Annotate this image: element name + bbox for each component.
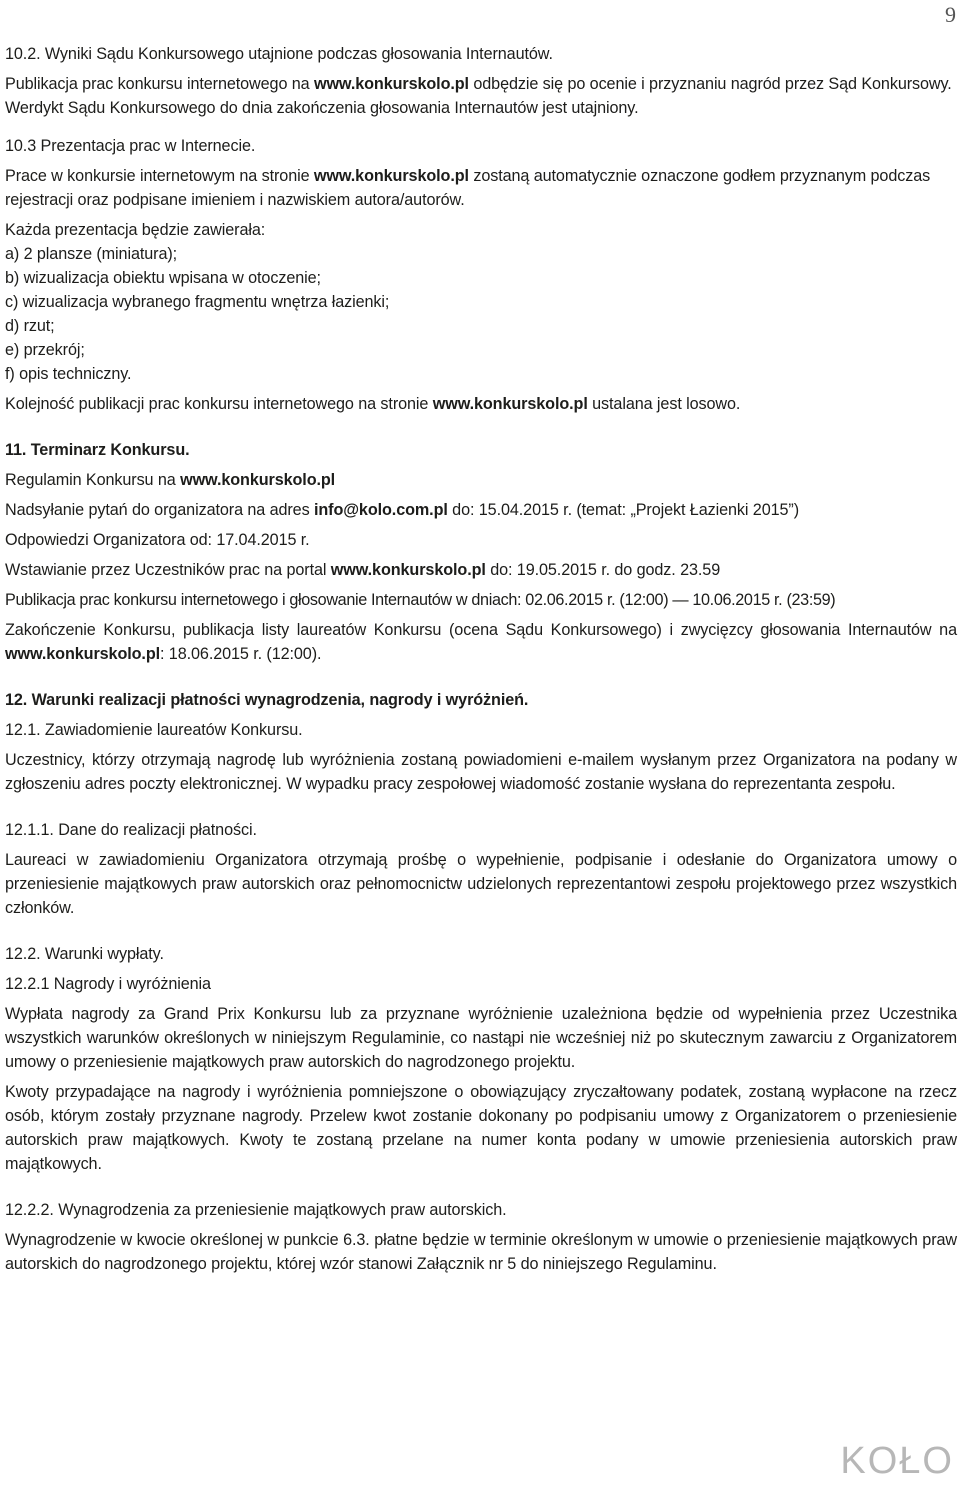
section-10-3-paragraph: Prace w konkursie internetowym na stronie www.konkurskolo.pl zostaną automatycznie oznaczone godłem przyznanym podczas rejestracji oraz podpisane imieniem i nazwiskiem autora/autorów. xyxy=(5,167,931,209)
section-12-1-1-heading: 12.1.1. Dane do realizacji płatności. xyxy=(5,821,257,839)
section-10-3-heading: 10.3 Prezentacja prac w Internecie. xyxy=(5,137,256,155)
section-10-2-paragraph: Publikacja prac konkursu internetowego na www.konkurskolo.pl odbędzie się po ocenie i przyznaniu nagród przez Sąd Konkursowy. Werdykt Sądu Konkursowego do dnia zakończenia głosowania Internautów jest utajniony. xyxy=(5,75,952,117)
section-12-2-1-paragraph-1: Wypłata nagrody za Grand Prix Konkursu lub za przyznane wyróżnienie uzależniona będzie od wypełnienia przez Uczestnika wszystkich warunków określonych w niniejszym Regulaminie, co nastąpi nie wcześniej niż po skutecznym zawarciu z Organizatorem umowy o przeniesienie majątkowych praw autorskich do nagrodzonego projektu. xyxy=(5,1005,957,1071)
presentation-contents-list xyxy=(5,218,957,386)
publication-order-paragraph: Kolejność publikacji prac konkursu internetowego na stronie www.konkurskolo.pl ustalana jest losowo. xyxy=(5,395,741,413)
document-body xyxy=(5,42,957,1282)
schedule-upload: Wstawianie przez Uczestników prac na portal www.konkurskolo.pl do: 19.05.2015 r. do godz. 23.59 xyxy=(5,561,721,579)
section-12-1-heading: 12.1. Zawiadomienie laureatów Konkursu. xyxy=(5,721,303,739)
website-link[interactable]: www.konkurskolo.pl xyxy=(5,645,161,663)
schedule-rules: Regulamin Konkursu na www.konkurskolo.pl xyxy=(5,471,336,489)
list-item: e) przekrój; xyxy=(5,341,85,359)
website-link[interactable]: www.konkurskolo.pl xyxy=(180,471,336,489)
website-link[interactable]: www.konkurskolo.pl xyxy=(313,167,469,185)
schedule-voting: Publikacja prac konkursu internetowego i głosowanie Internautów w dniach: 02.06.2015 r. (12:00) — 10.06.2015 r. (23:59) xyxy=(5,591,836,609)
list-intro: Każda prezentacja będzie zawierała: xyxy=(5,221,266,239)
section-10-2-heading: 10.2. Wyniki Sądu Konkursowego utajnione podczas głosowania Internautów. xyxy=(5,45,553,63)
list-item: a) 2 plansze (miniatura); xyxy=(5,245,178,263)
website-link[interactable]: www.konkurskolo.pl xyxy=(432,395,588,413)
list-item: d) rzut; xyxy=(5,317,55,335)
section-12-2-2-heading: 12.2.2. Wynagrodzenia za przeniesienie majątkowych praw autorskich. xyxy=(5,1201,507,1219)
section-12-1-1-paragraph: Laureaci w zawiadomieniu Organizatora otrzymają prośbę o wypełnienie, podpisanie i odesłanie do Organizatora umowy o przeniesienie majątkowych praw autorskich oraz pełnomocnictw udzielonych reprezentantowi zespołu projektowego przez wszystkich członków. xyxy=(5,851,957,917)
list-item: b) wizualizacja obiektu wpisana w otoczenie; xyxy=(5,269,321,287)
kolo-logo: KOŁO xyxy=(840,1440,954,1482)
schedule-end: Zakończenie Konkursu, publikacja listy laureatów Konkursu (ocena Sądu Konkursowego) i zwycięzcy głosowania Internautów na www.konkurskolo.pl: 18.06.2015 r. (12:00). xyxy=(5,621,957,663)
section-12-1-paragraph: Uczestnicy, którzy otrzymają nagrodę lub wyróżnienia zostaną powiadomieni e-mailem wysłanym przez Organizatora na podany w zgłoszeniu adres poczty elektronicznej. W wypadku pracy zespołowej wiadomość zostanie wysłana do reprezentanta zespołu. xyxy=(5,751,957,793)
list-item: f) opis techniczny. xyxy=(5,365,132,383)
website-link[interactable]: www.konkurskolo.pl xyxy=(330,561,486,579)
section-12-2-heading: 12.2. Warunki wypłaty. xyxy=(5,945,164,963)
list-item: c) wizualizacja wybranego fragmentu wnętrza łazienki; xyxy=(5,293,390,311)
website-link[interactable]: www.konkurskolo.pl xyxy=(313,75,469,93)
email-link[interactable]: info@kolo.com.pl xyxy=(313,501,448,519)
schedule-questions: Nadsyłanie pytań do organizatora na adres info@kolo.com.pl do: 15.04.2015 r. (temat: „Projekt Łazienki 2015”) xyxy=(5,501,799,519)
page-number: 9 xyxy=(945,2,956,27)
section-12-2-1-heading: 12.2.1 Nagrody i wyróżnienia xyxy=(5,975,211,993)
section-11-heading: 11. Terminarz Konkursu. xyxy=(5,441,190,459)
section-12-2-1-paragraph-2: Kwoty przypadające na nagrody i wyróżnienia pomniejszone o obowiązujący zryczałtowany podatek, zostaną wypłacone na rzecz osób, którym zostały przyznane nagrody. Przelew kwot zostanie dokonany po podpisaniu umowy z Organizatorem o przeniesienie autorskich praw majątkowych. Kwoty te zostaną przelane na numer konta podany w umowie przeniesienia autorskich praw majątkowych. xyxy=(5,1083,957,1173)
schedule-answers: Odpowiedzi Organizatora od: 17.04.2015 r. xyxy=(5,531,310,549)
section-12-heading: 12. Warunki realizacji płatności wynagrodzenia, nagrody i wyróżnień. xyxy=(5,691,529,709)
section-12-2-2-paragraph: Wynagrodzenie w kwocie określonej w punkcie 6.3. płatne będzie w terminie określonym w umowie o przeniesienie majątkowych praw autorskich do nagrodzonego projektu, której wzór stanowi Załącznik nr 5 do niniejszego Regulaminu. xyxy=(5,1231,957,1273)
